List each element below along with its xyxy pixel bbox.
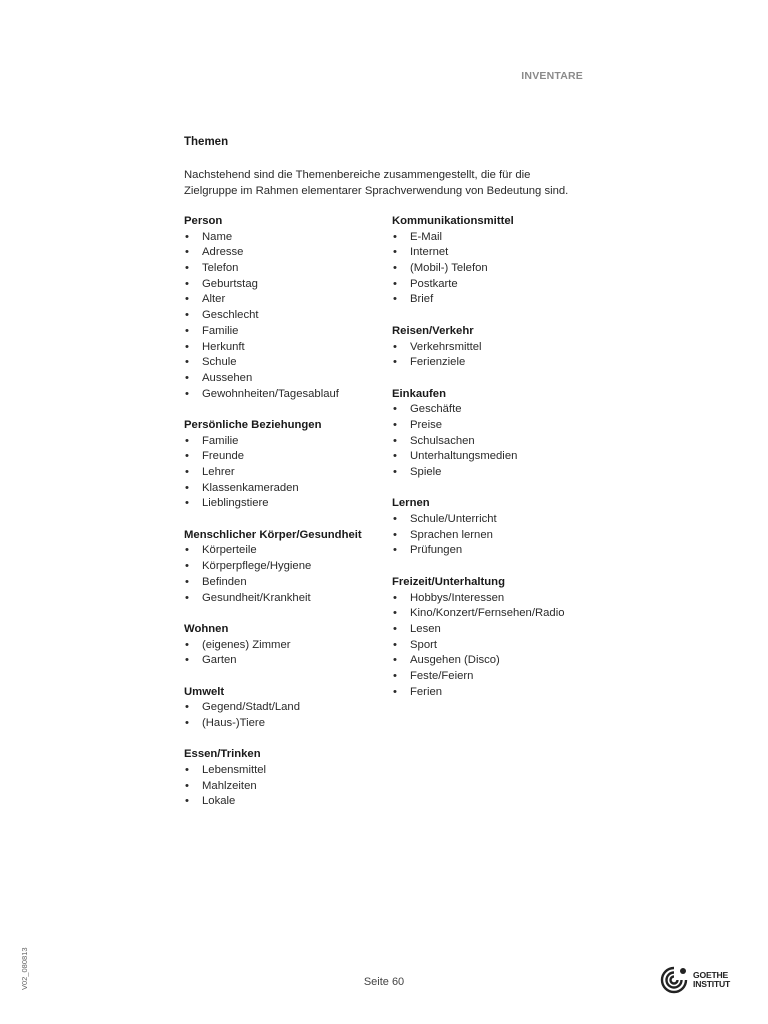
logo-line-1: GOETHE — [693, 970, 729, 981]
page-number: Seite 60 — [363, 976, 405, 988]
goethe-institut-logo-icon — [658, 966, 690, 994]
list-item: • Sprachen lernen — [392, 528, 592, 544]
topic-heading: Umwelt — [184, 685, 225, 698]
list-item: • Hobbys/Interessen — [392, 591, 592, 607]
list-item: • Lebensmittel — [184, 763, 384, 779]
topic-list — [392, 512, 592, 559]
topic-group-umwelt — [184, 685, 384, 732]
topic-list — [184, 434, 384, 512]
list-item: • Ferienziele — [392, 355, 592, 371]
list-item: • Prüfungen — [392, 543, 592, 559]
list-item: • Kino/Konzert/Fernsehen/Radio — [392, 606, 592, 622]
topic-heading: Kommunikationsmittel — [392, 215, 514, 227]
topic-list — [184, 543, 384, 606]
topic-list — [184, 638, 384, 669]
list-item: • Ferien — [392, 685, 592, 701]
list-item: • Spiele — [392, 465, 592, 481]
list-item: • (Haus-)Tiere — [184, 716, 384, 732]
list-item: • Lesen — [392, 622, 592, 638]
topic-group-reisen-verkehr — [392, 324, 592, 371]
intro-line-2: Zielgruppe im Rahmen elementarer Sprachverwendung von Bedeutung sind. — [184, 185, 569, 197]
list-item: • Name — [184, 230, 384, 246]
list-item: • (Mobil-) Telefon — [392, 261, 592, 277]
topic-group-person — [184, 214, 384, 402]
list-item: • Körperpflege/Hygiene — [184, 559, 384, 575]
list-item: • Geburtstag — [184, 277, 384, 293]
list-item: • (eigenes) Zimmer — [184, 638, 384, 654]
list-item: • Verkehrsmittel — [392, 340, 592, 356]
list-item: • Gegend/Stadt/Land — [184, 700, 384, 716]
list-item: • Preise — [392, 418, 592, 434]
topic-heading: Lernen — [392, 497, 430, 510]
intro-line-1: Nachstehend sind die Themenbereiche zusammengestellt, die für die — [184, 169, 531, 181]
topic-group-wohnen — [184, 622, 384, 669]
logo-line-2: INSTITUT — [693, 979, 731, 989]
topic-heading: Einkaufen — [392, 387, 446, 400]
topic-heading: Person — [184, 215, 223, 227]
list-item: • Klassenkameraden — [184, 481, 384, 497]
goethe-logo — [658, 966, 730, 994]
document-code: V02_080813 — [20, 947, 29, 990]
list-item: • Familie — [184, 324, 384, 340]
list-item: • Internet — [392, 245, 592, 261]
topic-list — [184, 763, 384, 810]
topic-list — [184, 700, 384, 731]
list-item: • Unterhaltungsmedien — [392, 449, 592, 465]
list-item: • Brief — [392, 292, 592, 308]
topic-heading: Essen/Trinken — [184, 748, 261, 761]
topic-list — [184, 230, 384, 403]
topic-heading: Persönliche Beziehungen — [184, 418, 322, 431]
list-item: • Schule — [184, 355, 384, 371]
list-item: • Aussehen — [184, 371, 384, 387]
list-item: • Herkunft — [184, 340, 384, 356]
topic-group-freizeit-unterhaltung — [392, 575, 592, 701]
topic-heading: Freizeit/Unterhaltung — [392, 575, 505, 588]
list-item: • Geschlecht — [184, 308, 384, 324]
topic-group-lernen — [392, 496, 592, 559]
topic-heading: Reisen/Verkehr — [392, 324, 474, 337]
section-title: Themen — [184, 136, 229, 148]
right-column — [392, 214, 592, 716]
list-item: • Lokale — [184, 794, 384, 810]
topic-group-essen-trinken — [184, 747, 384, 810]
list-item: • Garten — [184, 653, 384, 669]
topic-heading: Menschlicher Körper/Gesundheit — [184, 528, 362, 541]
list-item: • Lieblingstiere — [184, 496, 384, 512]
topic-group-kommunikationsmittel — [392, 214, 592, 308]
list-item: • Alter — [184, 292, 384, 308]
list-item: • Telefon — [184, 261, 384, 277]
list-item: • Postkarte — [392, 277, 592, 293]
list-item: • Befinden — [184, 575, 384, 591]
list-item: • Feste/Feiern — [392, 669, 592, 685]
list-item: • Körperteile — [184, 543, 384, 559]
topic-heading: Wohnen — [184, 622, 229, 635]
list-item: • Mahlzeiten — [184, 779, 384, 795]
topic-group-menschlicher-koerper-gesundheit — [184, 528, 384, 606]
topic-list — [392, 340, 592, 371]
topic-list — [392, 230, 592, 308]
list-item: • Ausgehen (Disco) — [392, 653, 592, 669]
list-item: • E-Mail — [392, 230, 592, 246]
left-column — [184, 214, 384, 826]
list-item: • Freunde — [184, 449, 384, 465]
list-item: • Familie — [184, 434, 384, 450]
topic-group-persoenliche-beziehungen — [184, 418, 384, 512]
list-item: • Lehrer — [184, 465, 384, 481]
list-item: • Gesundheit/Krankheit — [184, 591, 384, 607]
intro-paragraph — [184, 167, 604, 199]
list-item: • Adresse — [184, 245, 384, 261]
list-item: • Gewohnheiten/Tagesablauf — [184, 387, 384, 403]
topic-group-einkaufen — [392, 387, 592, 481]
topic-list — [392, 402, 592, 480]
running-header: INVENTARE — [521, 70, 583, 82]
list-item: • Schule/Unterricht — [392, 512, 592, 528]
topic-list — [392, 591, 592, 701]
list-item: • Schulsachen — [392, 434, 592, 450]
list-item: • Sport — [392, 638, 592, 654]
list-item: • Geschäfte — [392, 402, 592, 418]
